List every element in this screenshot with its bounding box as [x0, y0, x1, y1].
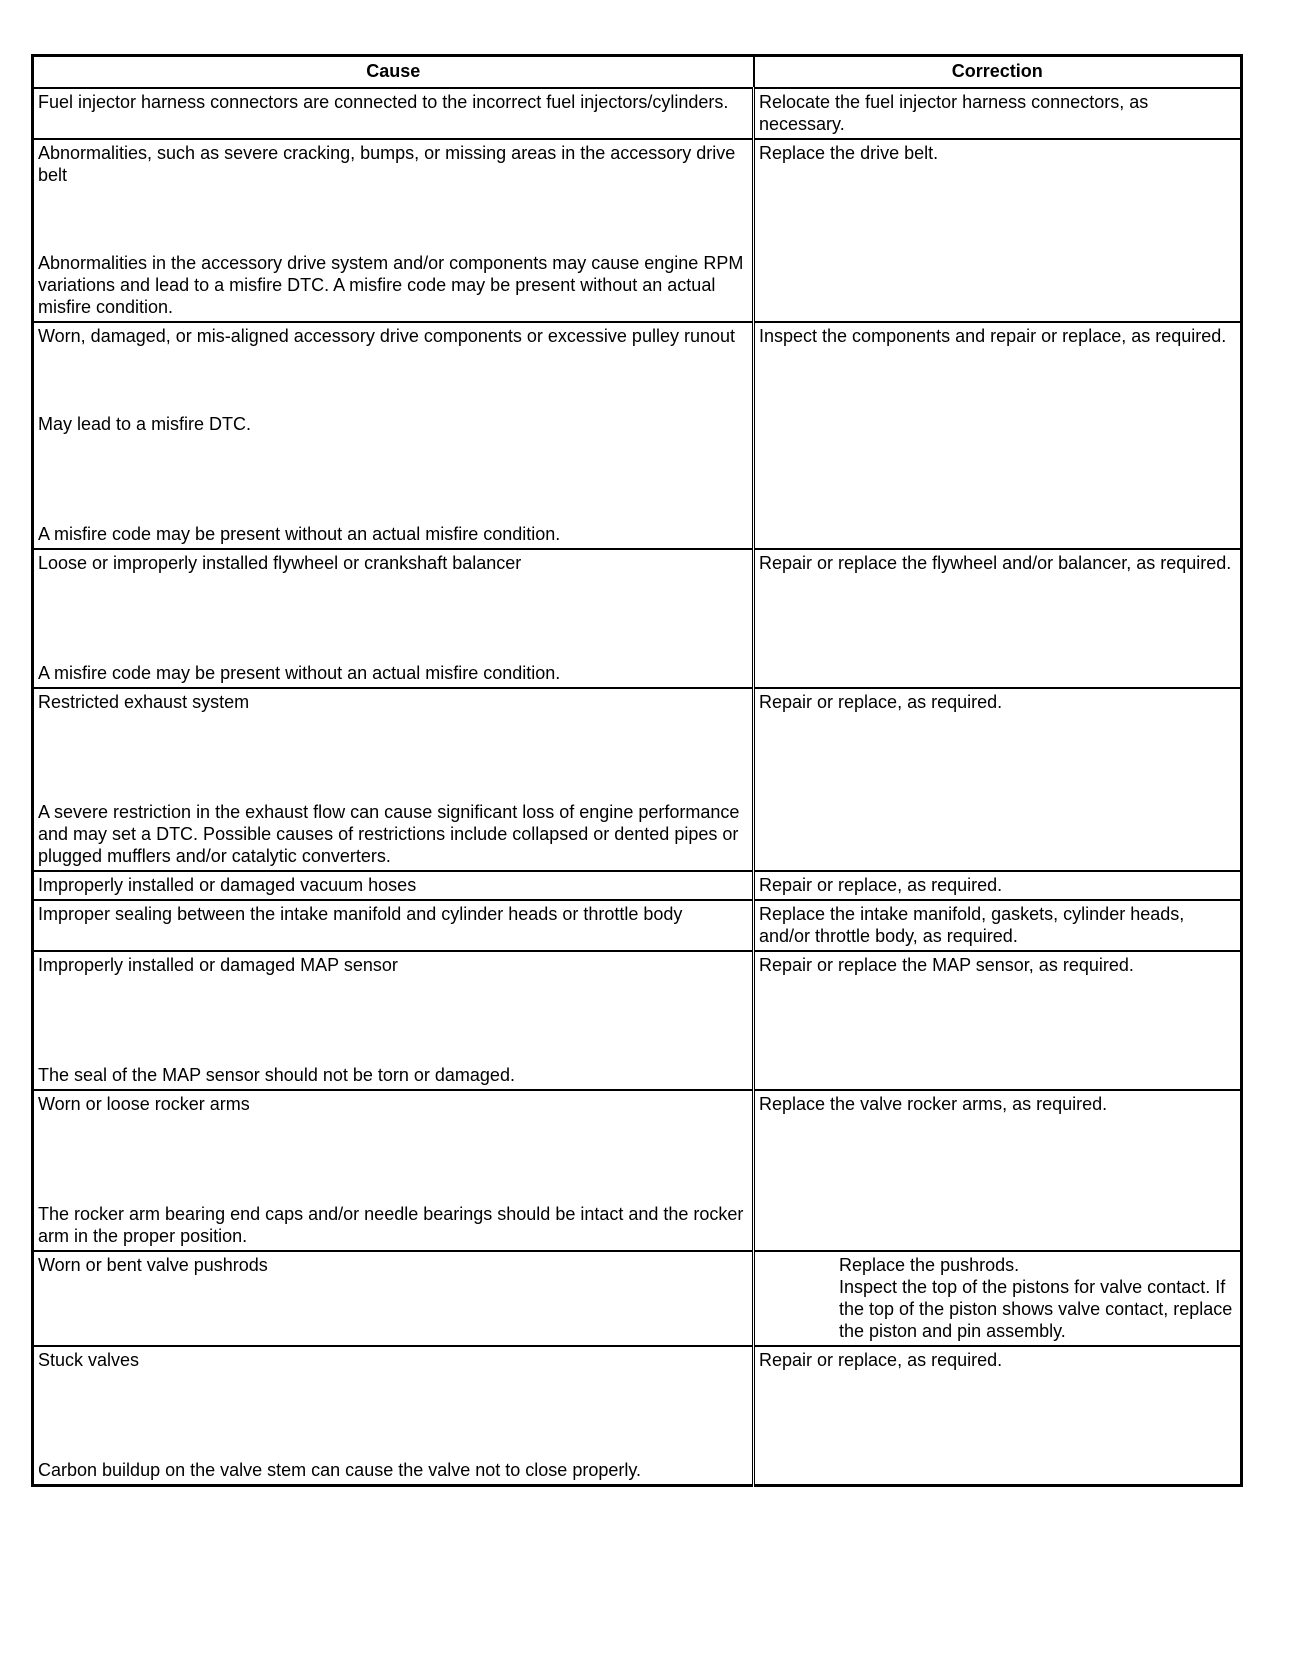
correction-text: Repair or replace, as required. — [759, 692, 1003, 712]
header-correction: Correction — [754, 56, 1242, 89]
correction-text: Repair or replace, as required. — [759, 875, 1003, 895]
correction-text: Relocate the fuel injector harness connectors, as necessary. — [759, 92, 1149, 134]
cause-text: Improperly installed or damaged MAP sensor — [38, 955, 398, 975]
cause-text: Improperly installed or damaged vacuum hoses — [38, 875, 417, 895]
correction-cell — [754, 1346, 1242, 1486]
cause-text: Worn or bent valve pushrods — [38, 1255, 268, 1275]
cause-cell — [33, 871, 754, 900]
correction-cell — [754, 871, 1242, 900]
cause-note: A misfire code may be present without an actual misfire condition. — [38, 663, 561, 683]
cause-note: A misfire code may be present without an actual misfire condition. — [38, 524, 561, 544]
cause-cell — [33, 322, 754, 549]
correction-cell — [754, 322, 1242, 549]
correction-cell — [754, 549, 1242, 688]
cause-note: A severe restriction in the exhaust flow can cause significant loss of engine performance and may set a DTC. Possible causes of restrictions include collapsed or dented pipes or plugged mufflers and/or catalytic converters. — [38, 802, 740, 866]
cause-text: Stuck valves — [38, 1350, 140, 1370]
header-cause: Cause — [33, 56, 754, 89]
cause-cell — [33, 139, 754, 322]
table-row — [33, 1346, 1242, 1486]
table-row — [33, 88, 1242, 139]
cause-cell — [33, 88, 754, 139]
header-row — [33, 56, 1242, 89]
correction-text: Repair or replace, as required. — [759, 1350, 1003, 1370]
cause-note: Carbon buildup on the valve stem can cause the valve not to close properly. — [38, 1460, 642, 1480]
correction-text: Inspect the components and repair or replace, as required. — [759, 326, 1227, 346]
troubleshooting-table-wrapper — [31, 54, 1240, 1487]
cause-note: The seal of the MAP sensor should not be torn or damaged. — [38, 1065, 515, 1085]
troubleshooting-table — [31, 54, 1243, 1487]
cause-note: Abnormalities in the accessory drive system and/or components may cause engine RPM variations and lead to a misfire DTC. A misfire code may be present without an actual misfire condition. — [38, 253, 744, 317]
cause-text: Loose or improperly installed flywheel or crankshaft balancer — [38, 553, 522, 573]
table-row — [33, 1251, 1242, 1346]
table-row — [33, 688, 1242, 871]
correction-cell — [754, 1251, 1242, 1346]
correction-cell — [754, 1090, 1242, 1251]
correction-text: Replace the intake manifold, gaskets, cylinder heads, and/or throttle body, as required. — [759, 904, 1185, 946]
cause-cell — [33, 951, 754, 1090]
cause-text: Restricted exhaust system — [38, 692, 250, 712]
cause-cell — [33, 688, 754, 871]
correction-cell — [754, 88, 1242, 139]
cause-text: Improper sealing between the intake manifold and cylinder heads or throttle body — [38, 904, 683, 924]
cause-note: The rocker arm bearing end caps and/or needle bearings should be intact and the rocker arm in the proper position. — [38, 1204, 744, 1246]
table-row — [33, 1090, 1242, 1251]
table-row — [33, 871, 1242, 900]
cause-text: Worn or loose rocker arms — [38, 1094, 250, 1114]
correction-step: Inspect the top of the pistons for valve contact. If the top of the piston shows valve contact, replace the piston and pin assembly. — [839, 1277, 1233, 1341]
cause-cell — [33, 1251, 754, 1346]
correction-step: Replace the pushrods. — [839, 1255, 1020, 1275]
correction-text: Repair or replace the flywheel and/or balancer, as required. — [759, 553, 1232, 573]
table-row — [33, 139, 1242, 322]
cause-text: Abnormalities, such as severe cracking, bumps, or missing areas in the accessory drive belt — [38, 143, 736, 185]
cause-text: Fuel injector harness connectors are connected to the incorrect fuel injectors/cylinders. — [38, 92, 729, 112]
correction-text: Replace the valve rocker arms, as required. — [759, 1094, 1108, 1114]
correction-text: Replace the drive belt. — [759, 143, 939, 163]
correction-cell — [754, 688, 1242, 871]
table-row — [33, 549, 1242, 688]
cause-cell — [33, 549, 754, 688]
table-row — [33, 322, 1242, 549]
correction-cell — [754, 139, 1242, 322]
cause-cell — [33, 1346, 754, 1486]
table-row — [33, 900, 1242, 951]
cause-cell — [33, 1090, 754, 1251]
table-row — [33, 951, 1242, 1090]
cause-cell — [33, 900, 754, 951]
correction-text: Repair or replace the MAP sensor, as required. — [759, 955, 1134, 975]
cause-text: Worn, damaged, or mis-aligned accessory drive components or excessive pulley runout — [38, 326, 735, 346]
cause-note: May lead to a misfire DTC. — [38, 414, 252, 434]
correction-cell — [754, 900, 1242, 951]
correction-cell — [754, 951, 1242, 1090]
